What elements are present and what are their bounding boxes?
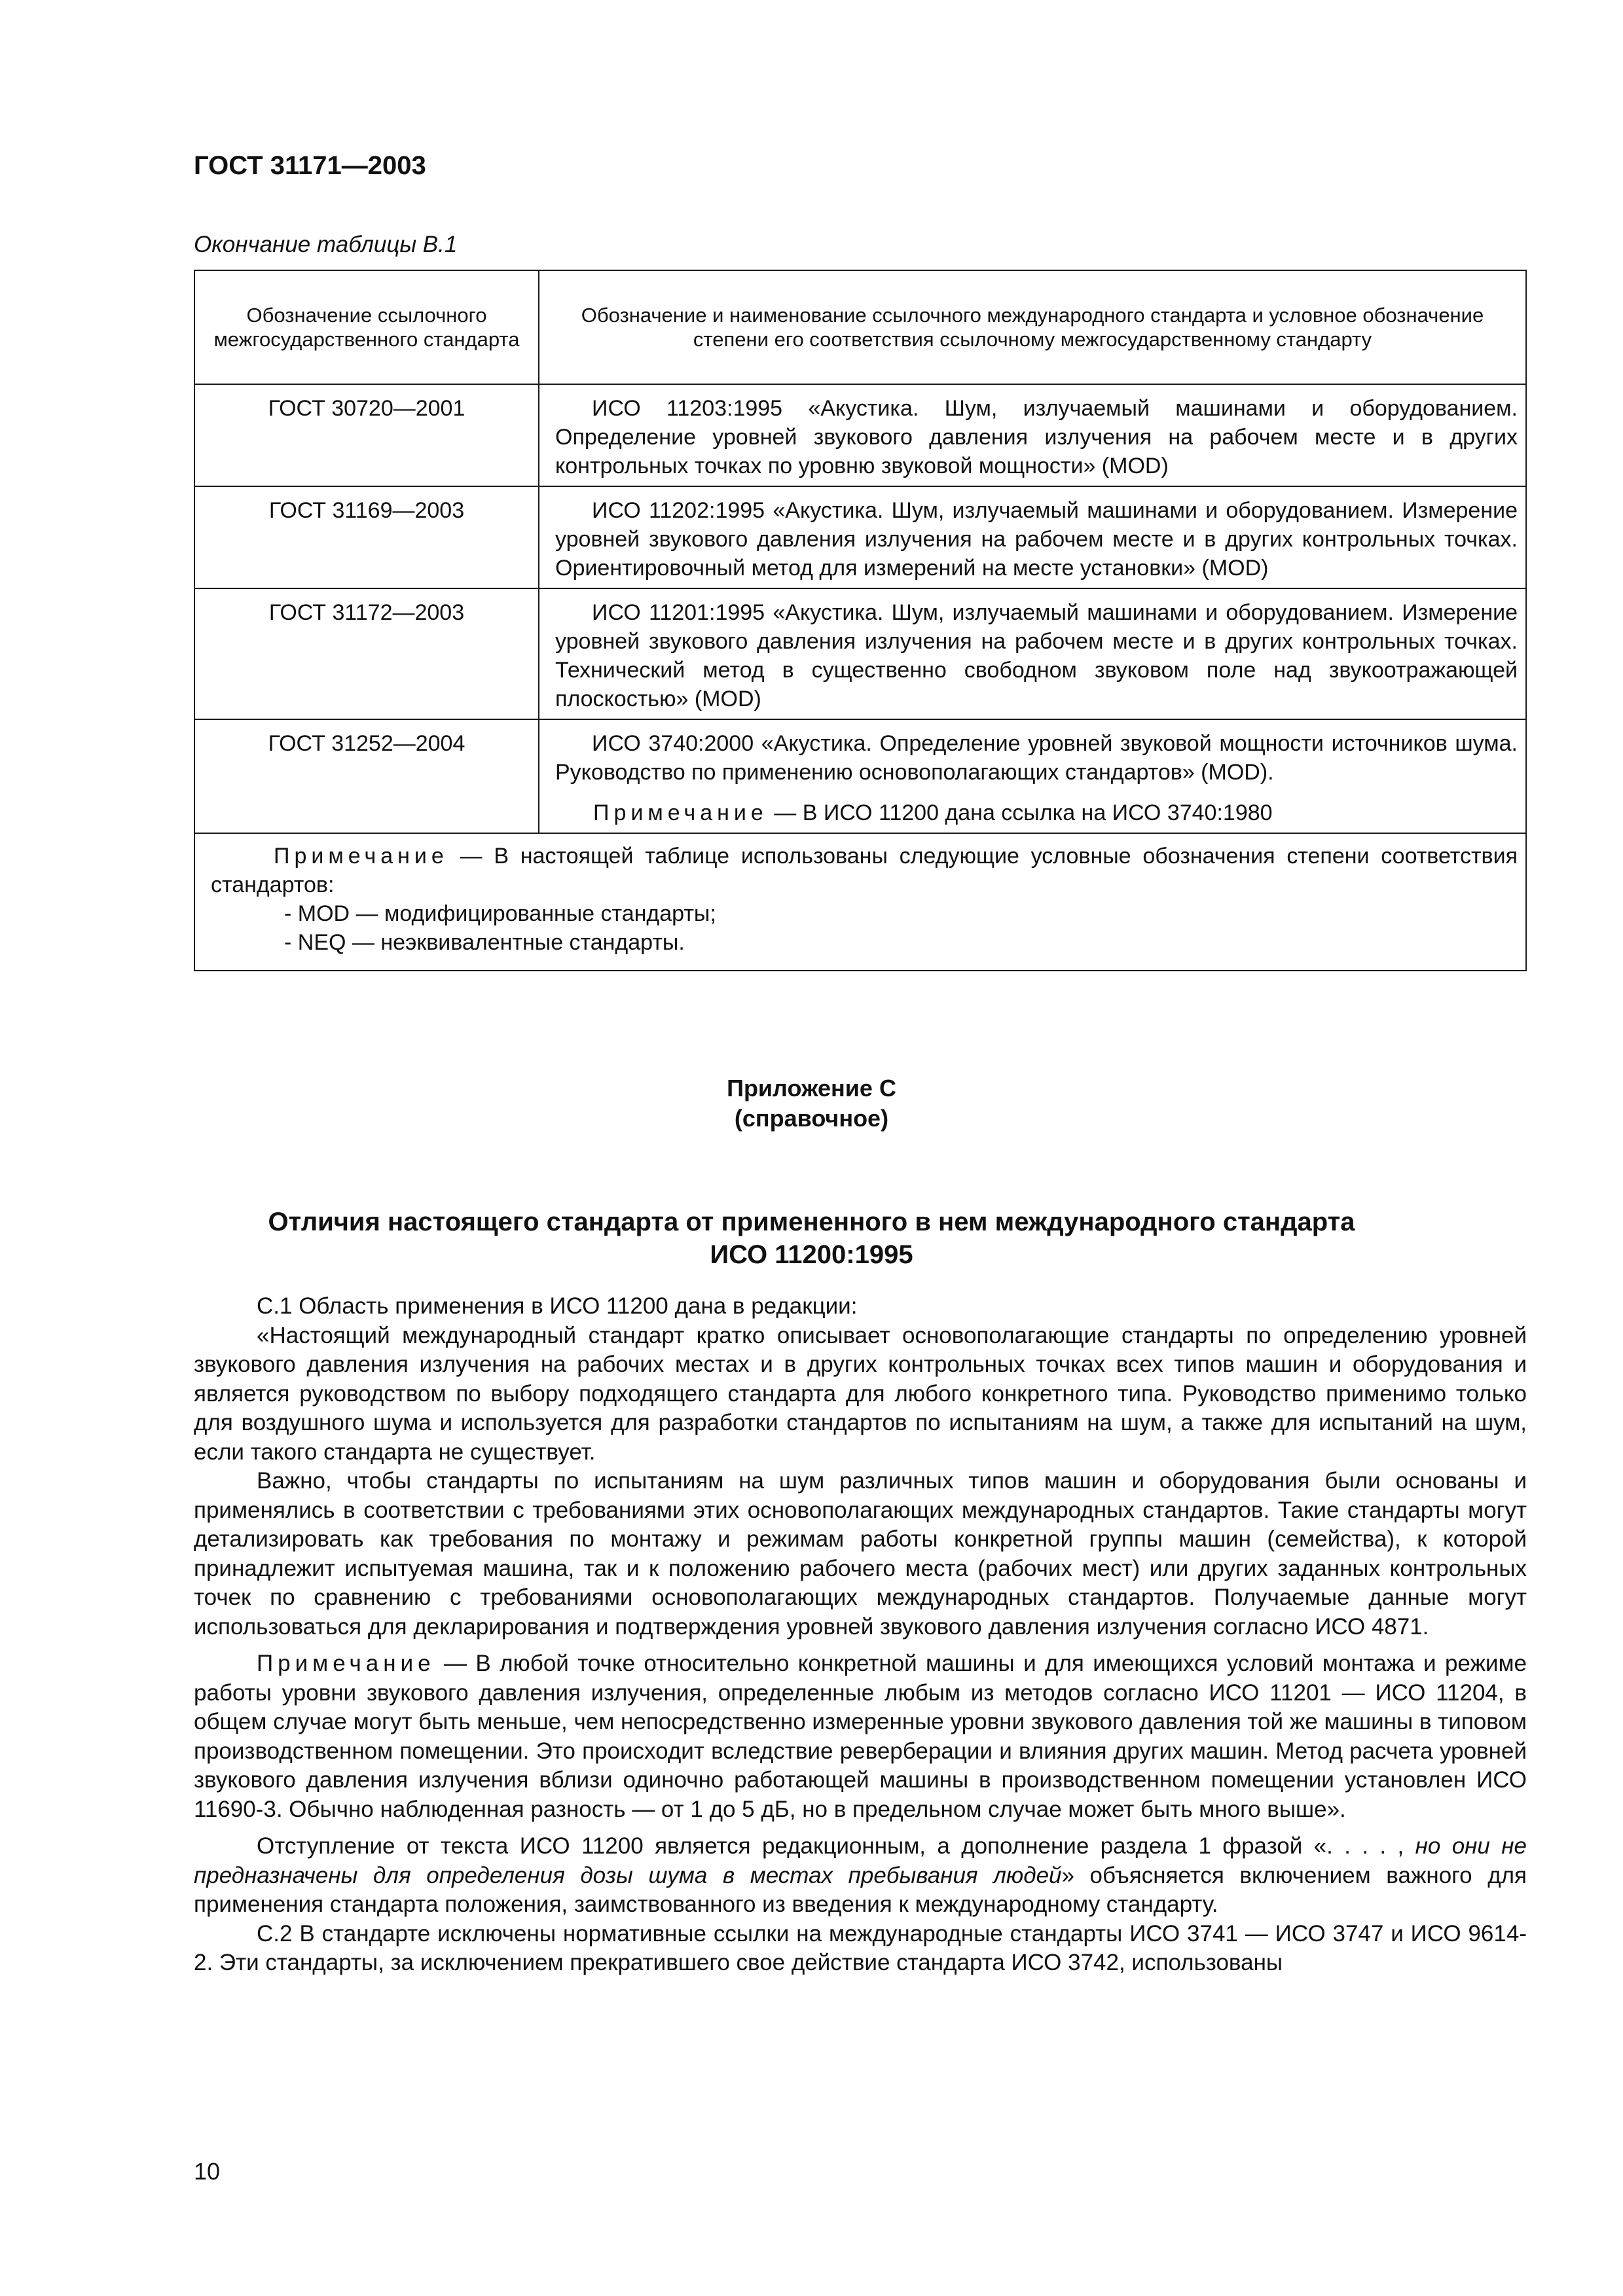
footnote-item: - NEQ — неэквивалентные стандарты. xyxy=(284,930,685,955)
section-title-line2: ИСО 11200:1995 xyxy=(710,1240,913,1269)
desc-text: ИСО 11201:1995 «Акустика. Шум, излучаемый машинами и оборудованием. Измерение уровней звукового давления излучения на рабочем месте и в других контрольных точках. Технический метод в существенно свободном звуковом поле над звукоотражающей плоскостью» (MOD) xyxy=(555,600,1518,711)
table-footnote-row xyxy=(194,833,1526,971)
table-cell-code: ГОСТ 31252—2004 xyxy=(194,719,539,833)
document-header: ГОСТ 31171—2003 xyxy=(194,151,426,180)
table-cell-code: ГОСТ 31169—2003 xyxy=(194,486,539,588)
desc-text: ИСО 11202:1995 «Акустика. Шум, излучаемый машинами и оборудованием. Измерение уровней звукового давления излучения на рабочем месте и в других контрольных точках. Ориентировочный метод для измерений на месте установки» (MOD) xyxy=(555,498,1518,581)
appendix-title: Приложение С xyxy=(727,1075,896,1102)
appendix-subtitle: (справочное) xyxy=(734,1105,889,1132)
paragraph: С.2 В стандарте исключены нормативные ссылки на международные стандарты ИСО 3741 — ИСО 3747 и ИСО 9614-2. Эти стандарты, за исключением прекратившего свое действие стандарта ИСО 3742, использованы xyxy=(194,1920,1527,1975)
table-cell-code: ГОСТ 31172—2003 xyxy=(194,588,539,719)
table-cell-code: ГОСТ 30720—2001 xyxy=(194,384,539,486)
footnote-body: — В настоящей таблице использованы следующие условные обозначения степени соответствия стандартов: xyxy=(211,844,1518,897)
paragraph-emphasis: но они не предназначены для определения дозы шума в местах пребывания людей xyxy=(194,1833,1527,1888)
paragraph xyxy=(194,1832,1527,1920)
table-row xyxy=(194,384,1526,486)
section-title xyxy=(0,1206,1623,1271)
appendix-heading xyxy=(0,1073,1623,1134)
paragraph-part: » объясняется включением важного для применения стандарта положения, заимствованного из введения к международному стандарту. xyxy=(194,1862,1527,1917)
page-number: 10 xyxy=(194,2158,221,2185)
section-title-line1: Отличия настоящего стандарта от примененного в нем международного стандарта xyxy=(268,1208,1355,1236)
table-cell-desc xyxy=(539,719,1526,833)
table-cell-desc xyxy=(539,588,1526,719)
desc-text: ИСО 11203:1995 «Акустика. Шум, излучаемый машинами и оборудованием. Определение уровней звукового давления излучения на рабочем месте и в других контрольных точках по уровню звуковой мощности» (MOD) xyxy=(555,396,1518,478)
table-row xyxy=(194,588,1526,719)
table-row xyxy=(194,486,1526,588)
row-note-label: Примечание xyxy=(593,800,768,825)
table-caption: Окончание таблицы В.1 xyxy=(194,232,458,257)
paragraph: «Настоящий международный стандарт кратко описывает основополагающие стандарты по определению уровней звукового давления излучения на рабочих местах и в других контрольных точках всех типов машин и оборудования и является руководством по выбору подходящего стандарта для любого конкретного типа. Руководство применимо только для воздушного шума и используется для разработки стандартов по испытаниям на шум, а также для испытаний на шум, если такого стандарта не существует. xyxy=(194,1322,1527,1465)
paragraph: С.1 Область применения в ИСО 11200 дана в редакции: xyxy=(257,1293,858,1319)
paragraph: Важно, чтобы стандарты по испытаниям на шум различных типов машин и оборудования были основаны и применялись в соответствии с требованиями этих основополагающих международных стандартов. Такие стандарты могут детализировать как требования по монтажу и режимам работы конкретной группы машин (семейства), к которой принадлежит испытуемая машина, так и к положению рабочего места (рабочих мест) или других заданных контрольных точек по сравнению с требованиями основополагающих международных стандартов. Получаемые данные могут использоваться для декларирования и подтверждения уровней звукового давления излучения согласно ИСО 4871. xyxy=(194,1468,1527,1640)
reference-table xyxy=(194,270,1527,971)
footnote-label: Примечание xyxy=(274,844,448,869)
table-cell-desc xyxy=(539,384,1526,486)
desc-text: ИСО 3740:2000 «Акустика. Определение уровней звуковой мощности источников шума. Руководство по применению основополагающих стандартов» (MOD). xyxy=(555,731,1518,785)
note-label: Примечание xyxy=(257,1651,435,1676)
body-text xyxy=(194,1292,1527,1978)
note-text: — В любой точке относительно конкретной машины и для имеющихся условий монтажа и режиме работы уровни звукового давления излучения, определенные любым из методов согласно ИСО 11201 — ИСО 11204, в общем случае могут быть меньше, чем непосредственно измеренные уровни звукового давления той же машины в типовом производственном помещении. Это происходит вследствие реверберации и влияния других машин. Метод расчета уровней звукового давления излучения вблизи одиночно работающей машины в производственном помещении установлен ИСО 11690-3. Обычно наблюденная разность — от 1 до 5 дБ, но в предельном случае может быть много выше». xyxy=(194,1651,1527,1822)
table-cell-desc xyxy=(539,486,1526,588)
footnote-text xyxy=(211,842,1518,899)
table-row xyxy=(194,719,1526,833)
note-paragraph xyxy=(194,1649,1527,1824)
table-footnote xyxy=(194,833,1526,971)
table-header-row xyxy=(194,270,1526,384)
row-note-text: — В ИСО 11200 дана ссылка на ИСО 3740:1980 xyxy=(767,800,1273,825)
footnote-item: - MOD — модифицированные стандарты; xyxy=(284,901,716,926)
table-header-col1: Обозначение ссылочного межгосударственного стандарта xyxy=(194,270,539,384)
table-header-col2: Обозначение и наименование ссылочного международного стандарта и условное обозначение степени его соответствия ссылочному межгосударственному стандарту xyxy=(539,270,1526,384)
paragraph-part: Отступление от текста ИСО 11200 является редакционным, а дополнение раздела 1 фразой «. . . . , xyxy=(257,1833,1415,1859)
row-note xyxy=(555,798,1518,827)
